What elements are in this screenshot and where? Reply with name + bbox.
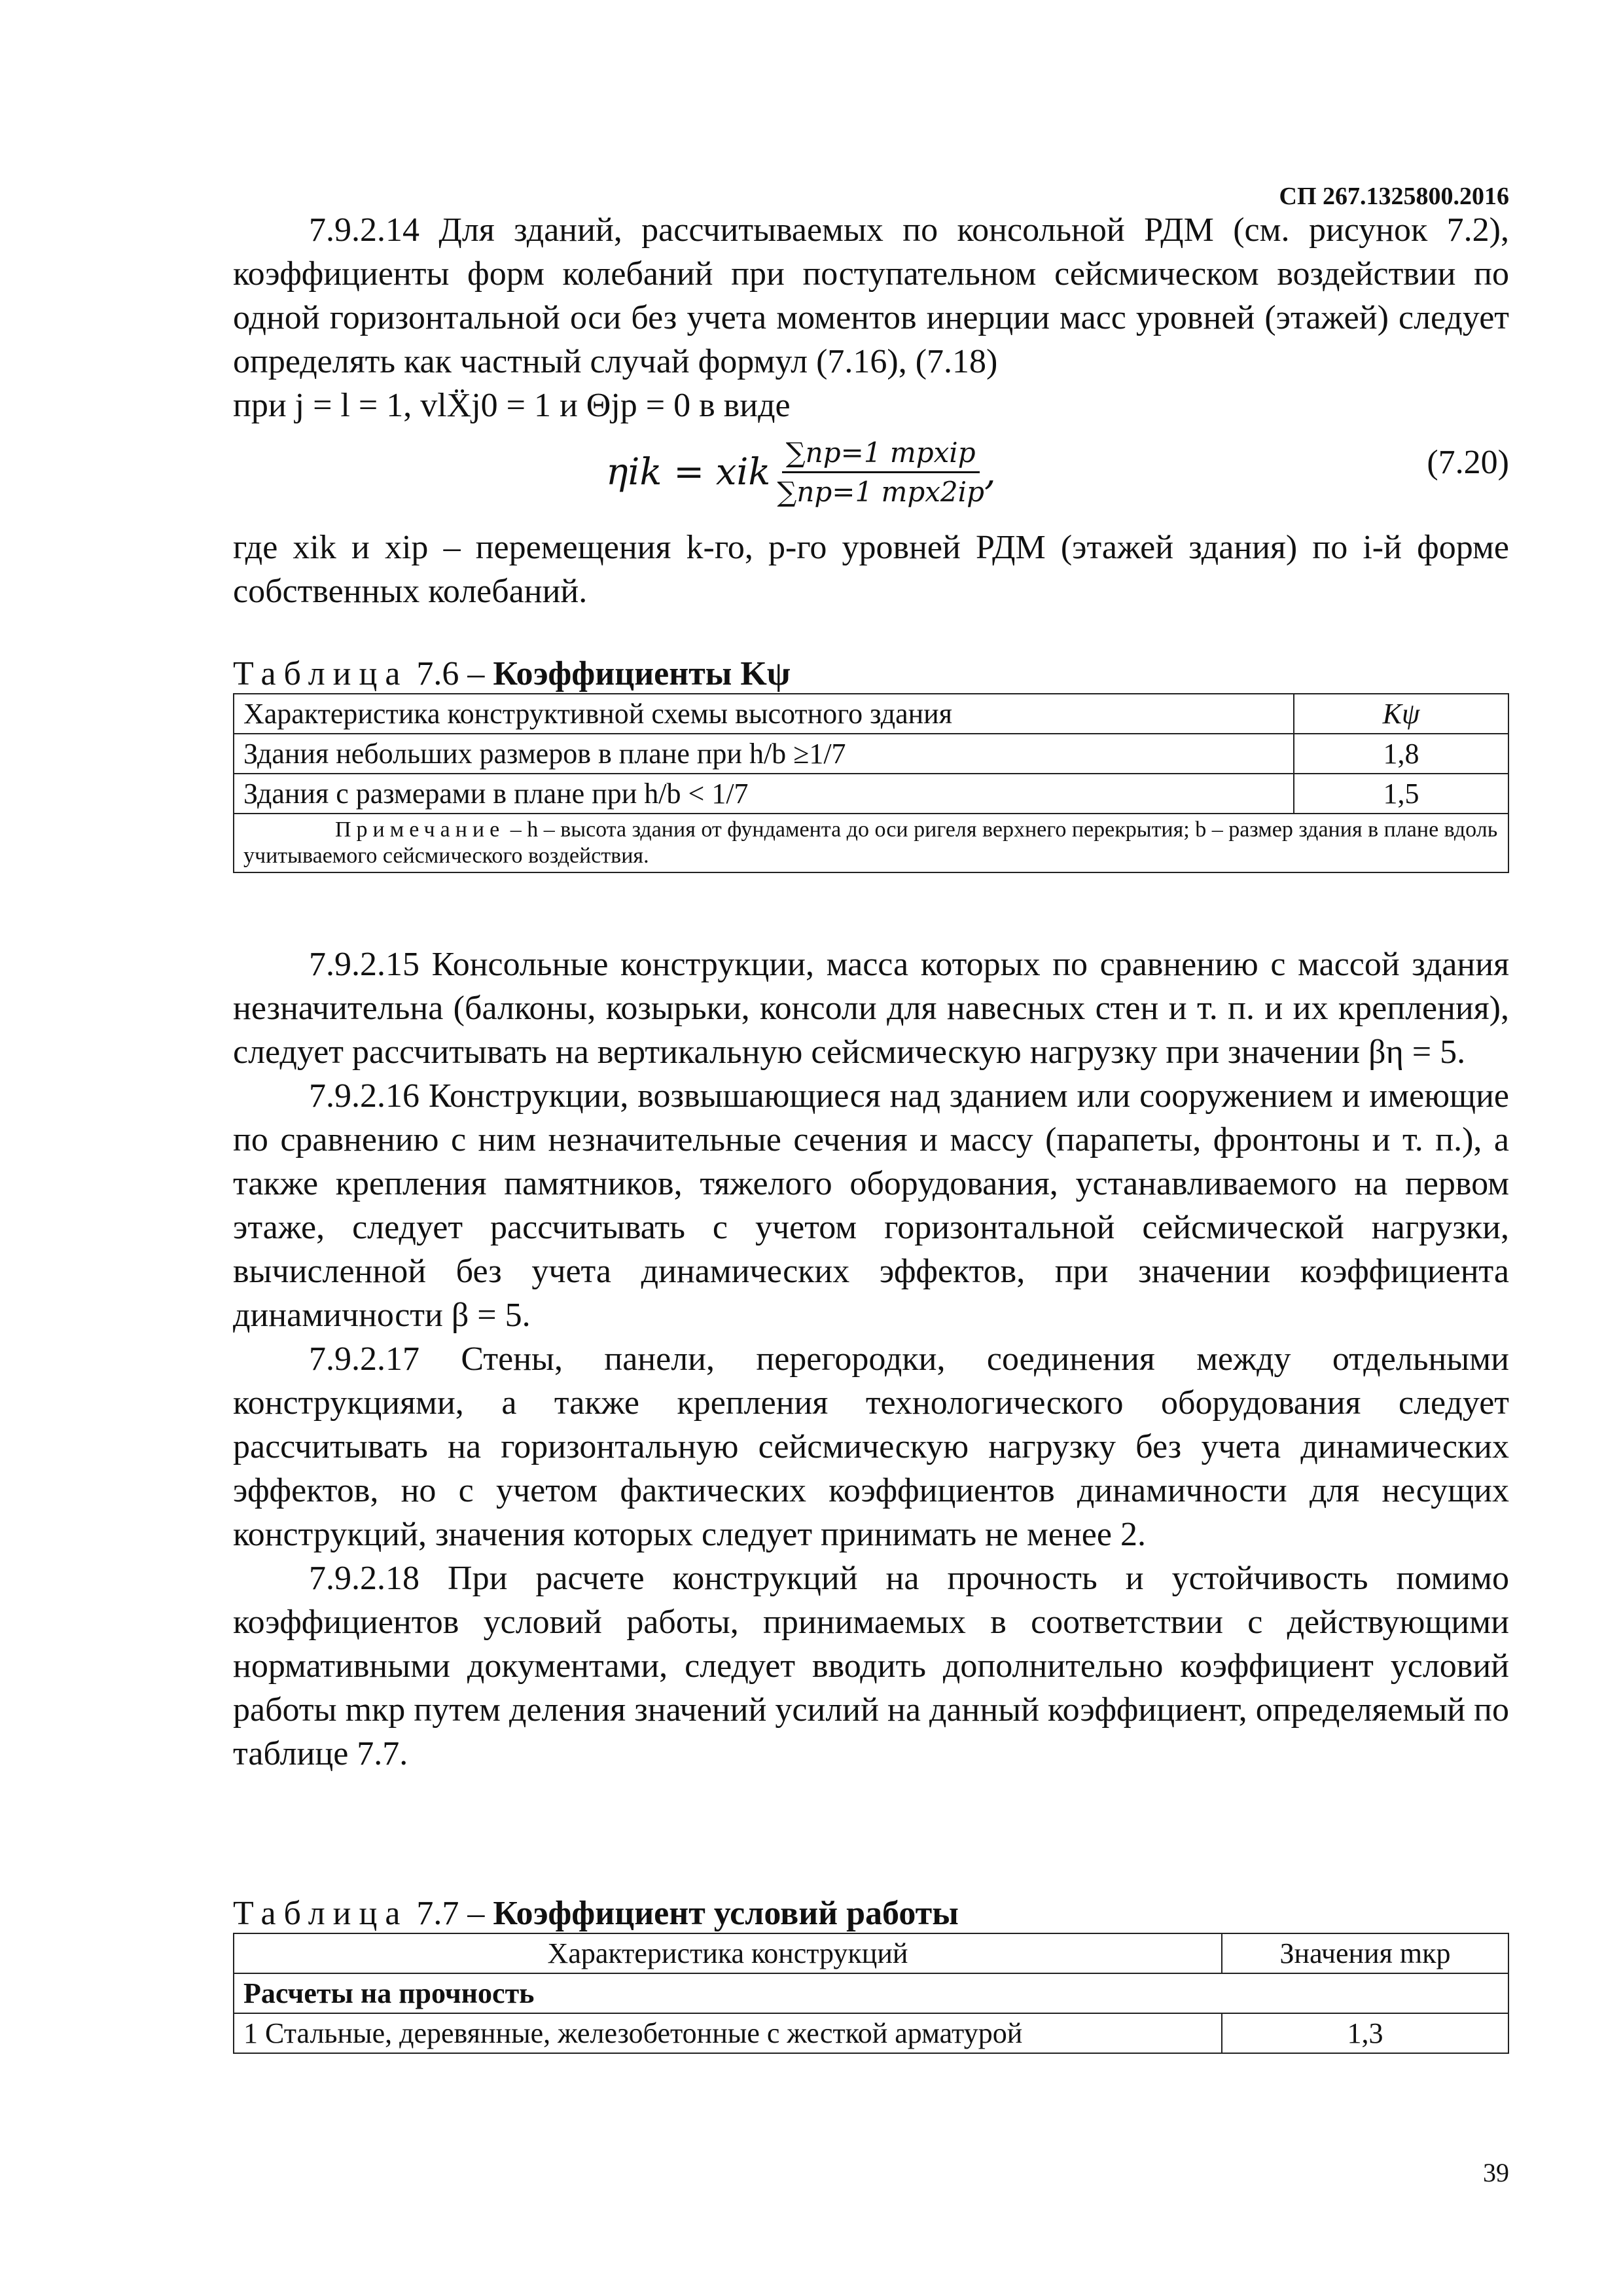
table-section-row [234,1973,1508,2013]
table-7-6 [233,693,1509,873]
document-page [233,0,1509,2296]
formula-numerator: ∑np=1 mpxip [782,437,980,473]
caption-prefix: Таблица [233,655,408,692]
table-cell: 1,8 [1294,734,1508,774]
para-7-9-2-18: 7.9.2.18 При расчете конструкций на прочность и устойчивость помимо коэффициентов условий работы, принимаемых в соответствии с действующими нормативными документами, следует вводить дополнительно коэффициент условий работы mкр путем деления значений усилий на данный коэффициент, определяемый по таблице 7.7. [233,1560,1509,1772]
caption-number: 7.7 – [416,1895,485,1932]
section-7-9-2-14 [233,208,1509,613]
table-cell: Здания небольших размеров в плане при h/b ≥1/7 [234,734,1294,774]
paragraphs-7-9-2-15-to-18 [233,942,1509,1776]
table-7-7-block [233,1894,1509,2054]
formula-fraction [777,437,984,508]
table-note-row [234,814,1508,872]
formula-expression [606,437,996,508]
section-cell: Расчеты на прочность [234,1973,1508,2013]
para-7-9-2-14-conditions: при j = l = 1, vlẌj0 = 1 и Θjp = 0 в виде [233,387,791,424]
note-text: – h – высота здания от фундамента до оси ригеля верхнего перекрытия; b – размер здания в плане вдоль учитываемого сейсмического воздействия. [243,817,1498,868]
formula-tail: , [984,451,996,493]
table-note [234,814,1508,872]
formula-number: (7.20) [1427,444,1509,481]
para-7-9-2-16: 7.9.2.16 Конструкции, возвышающиеся над зданием или сооружением и имеющие по сравнению с ним незначительные сечения и массу (парапеты, фронтоны и т. п.), а также крепления памятников, тяжелого оборудования, устанавливаемого на первом этаже, следует рассчитывать с учетом горизонтальной сейсмической нагрузки, вычисленной без учета динамических эффектов, при значении коэффициента динамичности β = 5. [233,1077,1509,1334]
para-7-9-2-15: 7.9.2.15 Консольные конструкции, масса которых по сравнению с массой здания незначительна (балконы, козырьки, консоли для навесных стен и т. п. и их крепления), следует рассчитывать на вертикальную сейсмическую нагрузку при значении βη = 5. [233,946,1509,1071]
formula-lhs: ηik = xik [606,451,771,493]
header-cell: Значения mкр [1222,1933,1508,1973]
table-cell: 1,3 [1222,2013,1508,2053]
table-7-6-caption [233,655,1509,693]
table-7-7 [233,1933,1509,2054]
table-cell: 1 Стальные, деревянные, железобетонные с жесткой арматурой [234,2013,1222,2053]
caption-prefix: Таблица [233,1895,408,1932]
para-7-9-2-17: 7.9.2.17 Стены, панели, перегородки, соединения между отдельными конструкциями, а также крепления технологического оборудования следует рассчитывать на горизонтальную сейсмическую нагрузку без учета динамических эффектов, но с учетом фактических коэффициентов динамичности для несущих конструкций, значения которых следует принимать не менее 2. [233,1340,1509,1553]
formula-7-20 [233,427,1509,526]
caption-number: 7.6 – [416,655,485,692]
document-code-header: СП 267.1325800.2016 [1279,183,1509,210]
header-cell: Характеристика конструктивной схемы высотного здания [234,694,1294,734]
note-label: Примечание [335,817,505,842]
header-cell: Kψ [1294,694,1508,734]
table-7-6-block [233,655,1509,873]
formula-explanation: где xik и xip – перемещения k-го, p-го уровней РДМ (этажей здания) по i-й форме собственных колебаний. [233,529,1509,610]
para-7-9-2-14-intro: 7.9.2.14 Для зданий, рассчитываемых по консольной РДМ (см. рисунок 7.2), коэффициенты форм колебаний при поступательном сейсмическом воздействии по одной горизонтальной оси без учета моментов инерции масс уровней (этажей) следует определять как частный случай формул (7.16), (7.18) [233,211,1509,380]
table-row [234,734,1508,774]
caption-title: Коэффициенты Kψ [493,655,791,692]
table-header-row [234,694,1508,734]
table-header-row [234,1933,1508,1973]
table-cell: Здания с размерами в плане при h/b < 1/7 [234,774,1294,814]
table-row [234,774,1508,814]
formula-denominator: ∑np=1 mpx2ip [777,476,984,508]
table-row [234,2013,1508,2053]
page-number: 39 [1483,2158,1509,2187]
caption-title: Коэффициент условий работы [493,1895,959,1932]
table-cell: 1,5 [1294,774,1508,814]
table-7-7-caption [233,1894,1509,1933]
header-cell: Характеристика конструкций [234,1933,1222,1973]
